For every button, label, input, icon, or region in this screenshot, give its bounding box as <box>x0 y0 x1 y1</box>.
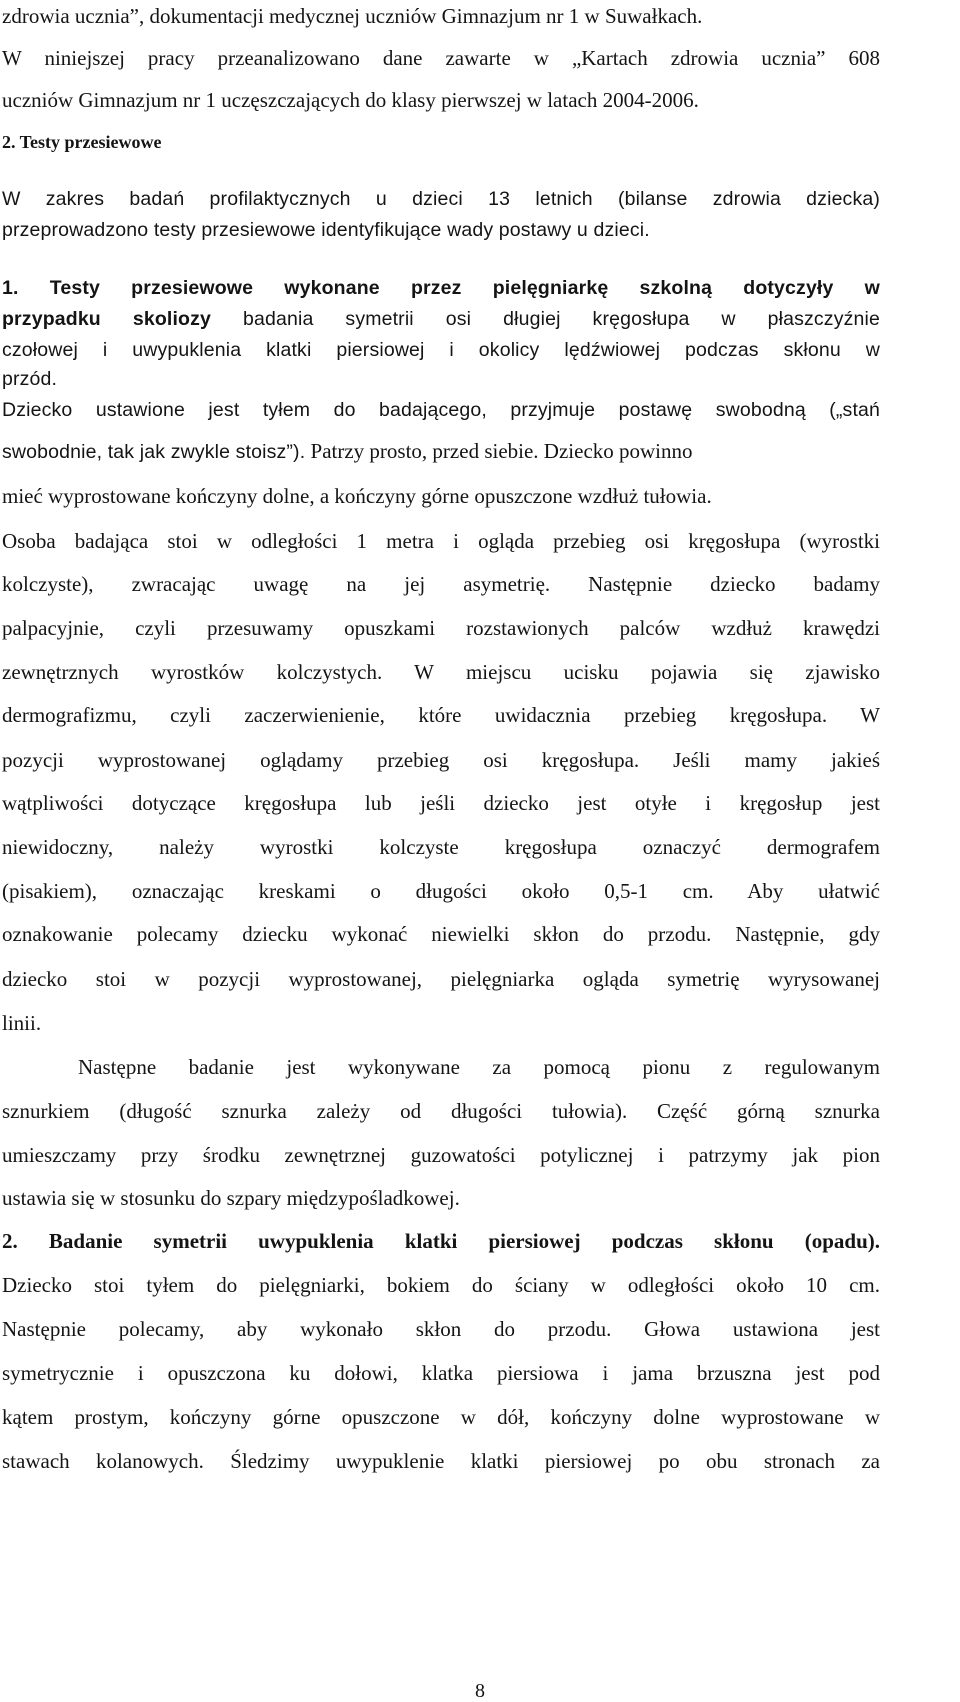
page-number: 8 <box>475 1680 485 1702</box>
text-line: sznurkiem (długość sznurka zależy od długości tułowia). Część górną sznurka <box>2 1099 880 1123</box>
text-line: zewnętrznych wyrostków kolczystych. W miejscu ucisku pojawia się zjawisko <box>2 660 880 684</box>
text-line: mieć wyprostowane kończyny dolne, a kończyny górne opuszczone wzdłuż tułowia. <box>2 484 712 508</box>
text-line: czołowej i uwypuklenia klatki piersiowej i okolicy lędźwiowej podczas skłonu w <box>2 339 880 361</box>
text-line: uczniów Gimnazjum nr 1 uczęszczających do klasy pierwszej w latach 2004-2006. <box>2 88 699 112</box>
section-heading: 2. Testy przesiewowe <box>2 132 162 152</box>
text-span: Patrzy prosto, przed siebie. Dziecko powinno <box>305 439 693 463</box>
text-line: Dziecko stoi tyłem do pielęgniarki, bokiem do ściany w odległości około 10 cm. <box>2 1273 880 1297</box>
text-line: kątem prostym, kończyny górne opuszczone w dół, kończyny dolne wyprostowane w <box>2 1405 880 1429</box>
text-line: palpacyjnie, czyli przesuwamy opuszkami rozstawionych palców wzdłuż krawędzi <box>2 616 880 640</box>
text-line: Dziecko ustawione jest tyłem do badającego, przyjmuje postawę swobodną („stań <box>2 399 880 421</box>
text-line <box>2 305 880 333</box>
text-line: Następnie polecamy, aby wykonało skłon do przodu. Głowa ustawiona jest <box>2 1317 880 1341</box>
text-line: pozycji wyprostowanej oglądamy przebieg osi kręgosłupa. Jeśli mamy jakieś <box>2 748 880 772</box>
text-span: swobodnie, tak jak zwykle stoisz”). <box>2 441 306 463</box>
text-line: linii. <box>2 1011 42 1035</box>
text-line: Osoba badająca stoi w odległości 1 metra i ogląda przebieg osi kręgosłupa (wyrostki <box>2 529 880 553</box>
text-line: kolczyste), zwracając uwagę na jej asymetrię. Następnie dziecko badamy <box>2 572 880 596</box>
text-line: wątpliwości dotyczące kręgosłupa lub jeśli dziecko jest otyłe i kręgosłup jest <box>2 791 880 815</box>
text-line: Następne badanie jest wykonywane za pomocą pionu z regulowanym <box>78 1055 880 1079</box>
text-line: dermografizmu, czyli zaczerwienienie, które uwidacznia przebieg kręgosłupa. W <box>2 703 880 727</box>
text-line: W zakres badań profilaktycznych u dzieci 13 letnich (bilanse zdrowia dziecka) <box>2 188 880 210</box>
text-line: niewidoczny, należy wyrostki kolczyste kręgosłupa oznaczyć dermografem <box>2 835 880 859</box>
text-line: W niniejszej pracy przeanalizowano dane zawarte w „Kartach zdrowia ucznia” 608 <box>2 46 880 70</box>
text-line: symetrycznie i opuszczona ku dołowi, klatka piersiowa i jama brzuszna jest pod <box>2 1361 880 1385</box>
text-line: (pisakiem), oznaczając kreskami o długości około 0,5-1 cm. Aby ułatwić <box>2 879 880 903</box>
text-line: oznakowanie polecamy dziecku wykonać niewielki skłon do przodu. Następnie, gdy <box>2 922 880 946</box>
text-line: dziecko stoi w pozycji wyprostowanej, pielęgniarka ogląda symetrię wyrysowanej <box>2 967 880 991</box>
text-line <box>2 437 693 466</box>
text-line: przód. <box>2 368 58 390</box>
text-span: badania symetrii osi długiej kręgosłupa w płaszczyźnie <box>211 308 880 330</box>
bold-phrase: przypadku skoliozy <box>2 308 211 330</box>
test-heading: 2. Badanie symetrii uwypuklenia klatki piersiowej podczas skłonu (opadu). <box>2 1229 880 1253</box>
text-line: ustawia się w stosunku do szpary międzypośladkowej. <box>2 1186 460 1210</box>
text-line: przeprowadzono testy przesiewowe identyfikujące wady postawy u dzieci. <box>2 219 650 241</box>
test-heading: 1. Testy przesiewowe wykonane przez pielęgniarkę szkolną dotyczyły w <box>2 277 880 299</box>
text-line: zdrowia ucznia”, dokumentacji medycznej uczniów Gimnazjum nr 1 w Suwałkach. <box>2 4 703 28</box>
text-line: stawach kolanowych. Śledzimy uwypuklenie klatki piersiowej po obu stronach za <box>2 1449 880 1473</box>
text-line: umieszczamy przy środku zewnętrznej guzowatości potylicznej i patrzymy jak pion <box>2 1143 880 1167</box>
